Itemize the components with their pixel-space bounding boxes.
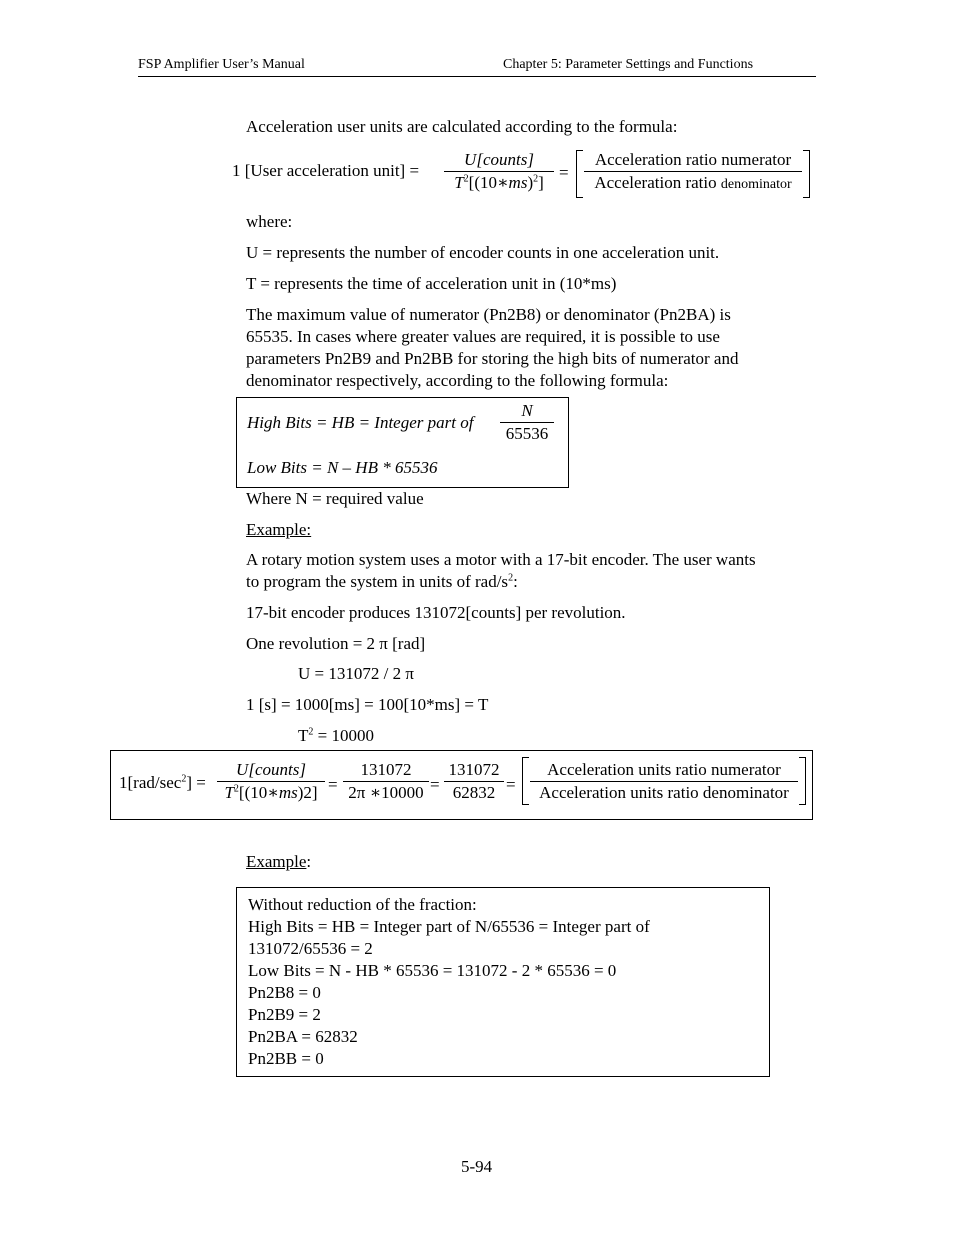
formula2-fraction-2 [343, 759, 429, 804]
formula1-ratio-numerator: Acceleration ratio numerator [594, 150, 792, 169]
formula1-ratio-denominator-b: denominator [720, 177, 792, 192]
formula1-den-close: ) [527, 173, 534, 192]
formula2-lhs-sup: 2 [181, 773, 187, 785]
u-equation: U = 131072 / 2 π [298, 664, 414, 683]
max-value-line-3: parameters Pn2B9 and Pn2BB for storing the high bits of numerator and [246, 349, 739, 368]
rotary-paragraph [246, 549, 756, 593]
formula2-ratio-numerator: Acceleration units ratio numerator [547, 760, 781, 779]
one-revolution-text: One revolution = 2 π [rad] [246, 634, 426, 653]
encoder-text: 17-bit encoder produces 131072[counts] per revolution. [246, 603, 626, 622]
max-value-line-2: 65535. In cases where greater values are required, it is possible to use [246, 327, 720, 346]
formula1-fraction: U[counts] $T^2[(10∗ms)^2]$ [444, 149, 554, 194]
high-bits-n: N [521, 401, 533, 420]
t-definition: T = represents the time of acceleration unit in (10*ms) [246, 274, 617, 293]
example-line-7: Pn2BA = 62832 [248, 1027, 358, 1046]
low-bits-formula: Low Bits = N – HB * 65536 [247, 458, 438, 477]
where-label: where: [246, 212, 293, 231]
example-line-5: Pn2B8 = 0 [248, 983, 321, 1002]
example-line-8: Pn2BB = 0 [248, 1049, 324, 1068]
formula1-counts: [counts] [476, 150, 534, 169]
rotary-line-2: to program the system in units of rad/s [246, 572, 509, 591]
formula1-lhs: 1 [User acceleration unit] = [232, 161, 420, 180]
formula2-eq-1: = [328, 775, 338, 794]
high-bits-65536: 65536 [505, 424, 549, 443]
formula2-bracket-right [799, 757, 806, 805]
formula1-u: U [464, 150, 477, 169]
formula1-ratio-denominator-a: Acceleration ratio [594, 173, 717, 192]
formula1-den-open: [(10 [468, 173, 497, 192]
formula2-den-b: )2] [297, 783, 318, 802]
formula2-f3-den: 62832 [452, 783, 496, 802]
t2-t: T [298, 726, 309, 745]
rotary-sup: 2 [508, 572, 514, 584]
formula2-lhs-b: ] = [186, 773, 206, 792]
seconds-equation: 1 [s] = 1000[ms] = 100[10*ms] = T [246, 695, 489, 714]
rotary-line-1: A rotary motion system uses a motor with a 17-bit encoder. The user wants [246, 550, 756, 569]
header-rule [138, 76, 816, 77]
t2-rest: = 10000 [313, 726, 374, 745]
rad-sec-formula-box [110, 750, 813, 820]
max-value-paragraph [246, 304, 738, 392]
formula1-den-end: ] [538, 173, 544, 192]
example-label-1: Example: [246, 520, 312, 539]
page-number: 5-94 [461, 1157, 493, 1176]
header-manual-title: FSP Amplifier User’s Manual [138, 57, 305, 72]
example-heading-1 [246, 519, 311, 541]
formula1-ms: ms [508, 173, 528, 192]
formula2-u: U [236, 760, 249, 779]
formula2-f3-num: 131072 [448, 760, 500, 779]
example-line-4: Low Bits = N - HB * 65536 = 131072 - 2 * 65536 = 0 [248, 961, 617, 980]
formula2-lhs [119, 773, 206, 793]
example-heading-2 [246, 851, 311, 873]
formula2-f2-den: 2π ∗10000 [348, 783, 424, 802]
example-result-box [236, 887, 770, 1077]
example-line-1: Without reduction of the fraction: [248, 895, 477, 914]
formula1-bracket-right [803, 150, 810, 198]
formula2-counts: [counts] [248, 760, 306, 779]
formula1-t: T [454, 173, 464, 192]
max-value-line-1: The maximum value of numerator (Pn2B8) or denominator (Pn2BA) is [246, 305, 731, 324]
formula2-bracket-left [522, 757, 529, 805]
u-definition: U = represents the number of encoder counts in one acceleration unit. [246, 243, 720, 262]
max-value-line-4: denominator respectively, according to the following formula: [246, 371, 669, 390]
example-line-2: High Bits = HB = Integer part of N/65536 = Integer part of [248, 917, 650, 936]
header-chapter-title: Chapter 5: Parameter Settings and Functions [503, 57, 754, 72]
formula2-t: T [224, 783, 234, 802]
t-squared-equation [298, 725, 374, 747]
example-colon-2: : [306, 852, 312, 871]
example-line-6: Pn2B9 = 2 [248, 1005, 321, 1024]
rotary-colon: : [513, 572, 518, 591]
high-bits-fraction [500, 400, 554, 445]
formula1-bracket-left [576, 150, 583, 198]
formula1-ratio [584, 149, 802, 196]
high-low-bits-box [236, 397, 569, 488]
high-bits-formula: High Bits = HB = Integer part of [247, 413, 474, 432]
example-result-lines [248, 894, 650, 1070]
formula2-den-a: [(10 [238, 783, 268, 802]
formula2-fraction-1: U[counts] $T^2[(10∗ms)2]$ [217, 759, 325, 804]
formula2-ratio-denominator: Acceleration units ratio denominator [539, 783, 789, 802]
where-n-text: Where N = required value [246, 489, 424, 508]
formula2-eq-2: = [430, 775, 440, 794]
formula1-star: ∗ [496, 173, 509, 192]
formula2-eq-3: = [506, 775, 516, 794]
example-label-2: Example [246, 852, 307, 871]
formula2-lhs-a: 1[rad/sec [119, 773, 182, 792]
formula2-fraction-3 [444, 759, 504, 804]
example-line-3: 131072/65536 = 2 [248, 939, 373, 958]
formula2-ratio [530, 759, 798, 804]
formula2-ms: ms [278, 783, 298, 802]
intro-text: Acceleration user units are calculated according to the formula: [246, 117, 678, 136]
formula1-eq: = [559, 163, 569, 182]
formula2-f2-num: 131072 [360, 760, 412, 779]
t2-sup: 2 [308, 726, 314, 738]
